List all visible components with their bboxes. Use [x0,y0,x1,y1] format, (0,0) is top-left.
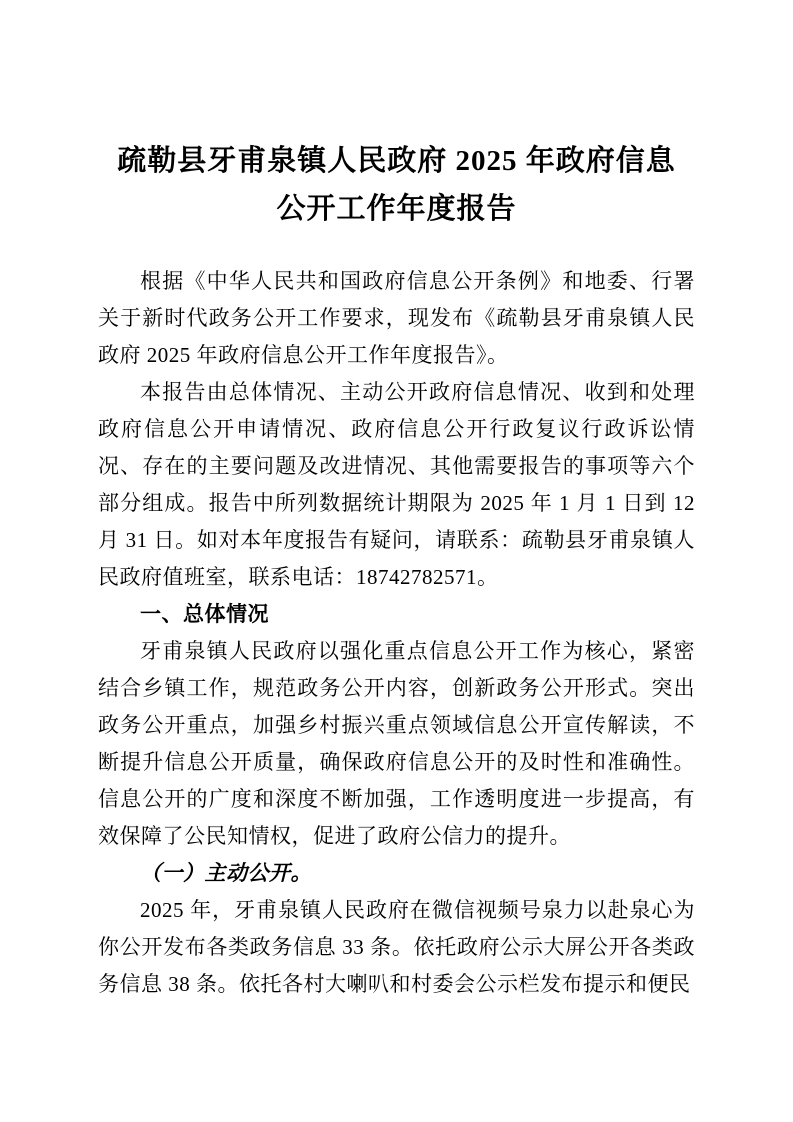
document-title-line-2: 公开工作年度报告 [276,193,517,225]
document-body [98,263,695,1003]
heading-proactive-disclosure: （一）主动公开。 [140,861,312,885]
paragraph-proactive-disclosure: 2025 年，牙甫泉镇人民政府在微信视频号泉力以赴泉心为你公开发布各类政务信息 33 条。依托政府公示大屏公开各类政务信息 38 条。依托各村大喇叭和村委会公示栏发布提示和便民 [98,898,695,996]
paragraph-legal-basis: 根据《中华人民共和国政府信息公开条例》和地委、行署关于新时代政务公开工作要求，现发布《疏勒县牙甫泉镇人民政府 2025 年政府信息公开工作年度报告》。 [98,269,695,367]
paragraph-report-structure: 本报告由总体情况、主动公开政府信息情况、收到和处理政府信息公开申请情况、政府信息公开行政复议行政诉讼情况、存在的主要问题及改进情况、其他需要报告的事项等六个部分组成。报告中所列数据统计期限为 2025 年 1 月 1 日到 12 月 31 日。如对本年度报告有疑问，请联系：疏勒县牙甫泉镇人民政府值班室，联系电话：18742782571。 [98,380,695,589]
document-title-line-1: 疏勒县牙甫泉镇人民政府 2025 年政府信息 [117,145,676,177]
heading-overall-situation: 一、总体情况 [140,603,269,626]
paragraph-overall-situation: 牙甫泉镇人民政府以强化重点信息公开工作为核心，紧密结合乡镇工作，规范政务公开内容，创新政务公开形式。突出政务公开重点，加强乡村振兴重点领域信息公开宣传解读，不断提升信息公开质量，确保政府信息公开的及时性和准确性。信息公开的广度和深度不断加强，工作透明度进一步提高，有效保障了公民知情权，促进了政府公信力的提升。 [98,639,695,848]
document-title [98,137,695,233]
